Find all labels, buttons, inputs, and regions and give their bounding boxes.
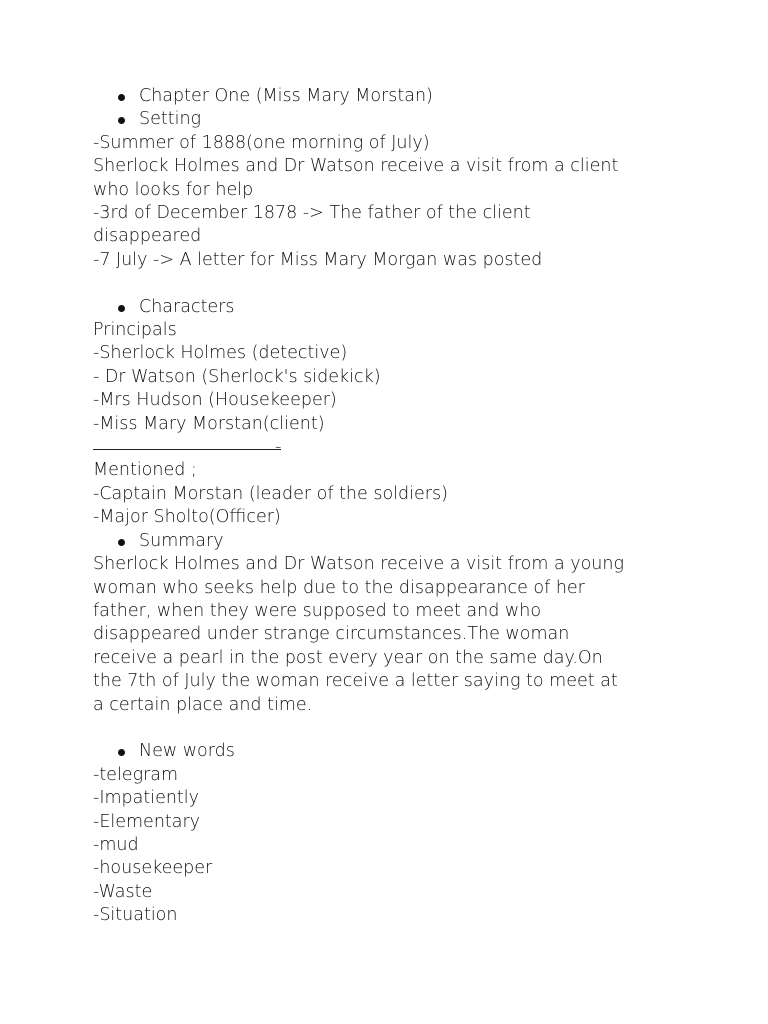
new-words-title: New words — [139, 741, 235, 762]
bullet-summary — [93, 530, 693, 553]
mentioned-item: -Captain Morstan (leader of the soldiers) — [93, 483, 448, 504]
summary-line: woman who seeks help due to the disappearance of her — [93, 577, 585, 598]
mentioned-label: Mentioned ; — [93, 460, 197, 481]
new-word-item: -mud — [93, 834, 139, 855]
separator-line — [93, 436, 693, 459]
principal-item: -Mrs Hudson (Housekeeper) — [93, 390, 337, 411]
setting-line: disappeared — [93, 226, 202, 247]
bullet-chapter-heading — [93, 85, 693, 108]
blank-line — [93, 272, 693, 295]
principal-item: -Miss Mary Morstan(client) — [93, 413, 325, 434]
principal-item: -Sherlock Holmes (detective) — [93, 343, 348, 364]
summary-title: Summary — [139, 530, 224, 551]
new-word-item: -housekeeper — [93, 858, 213, 879]
summary-line: disappeared under strange circumstances.The woman — [93, 624, 570, 645]
setting-line: -Summer of 1888(one morning of July) — [93, 132, 430, 153]
bullet-dot-icon — [118, 305, 125, 312]
separator-bar — [93, 449, 281, 450]
bullet-dot-icon — [118, 749, 125, 756]
setting-line: -3rd of December 1878 -> The father of the client — [93, 203, 531, 224]
new-word-item: -Impatiently — [93, 788, 200, 809]
bullet-new-words — [93, 740, 693, 763]
summary-line: a certain place and time. — [93, 694, 313, 715]
new-word-item: -Elementary — [93, 811, 201, 832]
bullet-dot-icon — [118, 117, 125, 124]
summary-line: father, when they were supposed to meet and who — [93, 600, 542, 621]
separator-tail: - — [275, 437, 282, 458]
principal-item: - Dr Watson (Sherlock's sidekick) — [93, 366, 381, 387]
setting-line: Sherlock Holmes and Dr Watson receive a visit from a client — [93, 156, 619, 177]
setting-title: Setting — [139, 109, 202, 130]
new-word-item: -Situation — [93, 905, 178, 926]
principals-label: Principals — [93, 320, 177, 341]
document-body — [93, 85, 693, 928]
bullet-setting — [93, 108, 693, 131]
summary-line: Sherlock Holmes and Dr Watson receive a visit from a young — [93, 554, 624, 575]
new-word-item: -telegram — [93, 764, 179, 785]
setting-line: -7 July -> A letter for Miss Mary Morgan was posted — [93, 249, 543, 270]
summary-line: receive a pearl in the post every year on the same day.On — [93, 647, 603, 668]
bullet-dot-icon — [118, 539, 125, 546]
characters-title: Characters — [139, 296, 235, 317]
mentioned-item: -Major Sholto(Officer) — [93, 507, 281, 528]
new-word-item: -Waste — [93, 881, 153, 902]
blank-line — [93, 717, 693, 740]
setting-line: who looks for help — [93, 179, 254, 200]
bullet-characters — [93, 296, 693, 319]
chapter-heading-text: Chapter One (Miss Mary Morstan) — [139, 86, 433, 106]
bullet-dot-icon — [118, 94, 125, 101]
summary-line: the 7th of July the woman receive a letter saying to meet at — [93, 671, 618, 692]
